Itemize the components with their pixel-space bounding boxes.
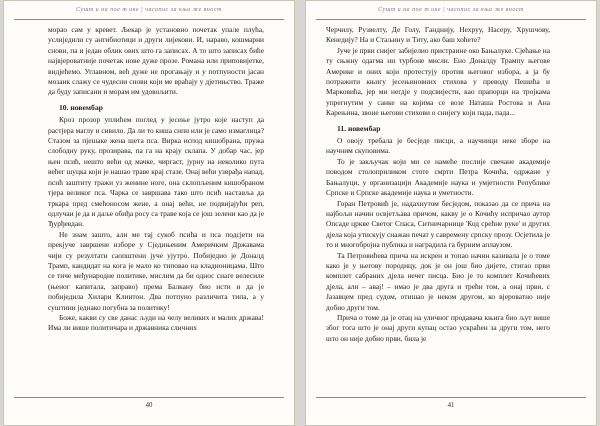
header-rule <box>14 19 284 20</box>
page-number: 41 <box>447 402 455 409</box>
running-header: Сушт и на пое т ике | часопис за књи же вност <box>378 7 524 13</box>
paragraph: морао сам у кревет. Љекар је установио почетак упале плућа, услиједили су антибиотици и други лијекови. И, нараво, кошмарни снови, па и један облик ових што га записах. А то што записах биће највјероватније почетак нове дуже прозе. Романа или приповијетке, видјећемо. Углавном, већ дуже не прогањају и у потпуности јасан мозаик слажу се чудесни снови који ме враћају у дјетињство. Траже да буду записани и морам им удовољити. <box>48 25 264 97</box>
page-number: 40 <box>145 402 153 409</box>
paragraph: Горан Петровић је, надахнутом бесједом, показао да се прича на најбољи начин освјетљава причом, какву је о Кочићу испричао аутор Опсаде цркве Светог Спаса, Ситничарнице 'Код срећне руке' и других дјела која утискују снажан печат у савремену српску прозу. Осјетила је то и многобројна публика и наградила га бурним аплаузом. <box>326 198 550 250</box>
right-page-text <box>326 25 550 344</box>
section-heading: 10. новембар <box>59 102 103 112</box>
footer-rule <box>14 397 284 398</box>
section-heading: 11. новембар <box>337 123 381 133</box>
paragraph: Боже, какви су све данас људи на челу великих и малих држава! Има ли више политичара и државника сличних <box>48 312 264 333</box>
paragraph: Черчилу, Рузвелту, Де Голу, Ганднију, Нехруу, Насеру, Хрушчову, Кенедију? На и Стаљину и Титу, ако баш хоћете? <box>326 25 550 45</box>
paragraph: Кроз прозор уплићем поглед у јесење јутро које наступ да растјера маглу и сивило. Да ли то киша сипи или је само измаглица? Стазом за пјешаке жена шета пса. Вирка испод кишобрана, пружа слободну руку, прозирава, па га на крају склапа. У добар час, јер њен псић, нешто већи од мачке, чиргаст, јурну на неколико пута већег шуцка који је нашао траве крај стазе. Онај већи узврађа напад, псић заштиту тражи уз женине ноге, она склопљеним кишобраном тјера великог пса. Чарка се завршава тако што псић настављa да тркара пред смећоносом жене, а онај већи, не подвијајући реп, одлучаи је да и даље обиђа росу са траве која се још зелени као да је Ђурђевдан. <box>48 115 264 229</box>
left-page <box>3 0 295 426</box>
header-rule <box>316 19 586 20</box>
paragraph: Прича о томе да је отац на уличног продавача књига био љут више због тога што је онај други купац остао ускраћен за други том, него што он није добио први, била је <box>326 312 550 343</box>
paragraph: Јуче је први снијег забијелио пристраине око Бањалуке. Сјећање на ту сњжну одагма ни турбоне мисли. Ено Доналду Трампу његове Америке и оних који протестују против његовог избора, а ја бу потражити књигу јесењиновних стихова у преводу Пешића и Марковића, јер ми негдје у подсвијести, као прапорци на тројкама упрегнутим у санке на којима се возе Наташа Ростова и Ана Карењина, звоне његови стихови о снијегу који пада, пада... <box>326 45 550 118</box>
right-page <box>305 0 597 426</box>
paragraph: Та Петровићева прича на искрен и топао начин казивала је о томе како је у његову породицу, док је он још био дијете, стигао први комплет сабраних дјела нечег писца. Био је то комплет Кочићевих дјела, али – авај! – имао је два друга и трећи том, а онај први, с Јазавцем пред судом, отишао је неком другом, ко вјероватно није добио други том. <box>326 250 550 312</box>
footer-rule <box>316 397 586 398</box>
left-page-text <box>48 25 264 334</box>
running-header: Сушт и на пое т ике | часопис за књи же вност <box>76 7 222 13</box>
paragraph: То је закључак који ми се намеће послије свечане академије поводом столоприликом стоте смрти Петра Кочића, одржане у Бањалуци, у организацији Академије наука и умјетности Републике Српске и Српске академије наука и уметности. <box>326 156 550 198</box>
paragraph: Не знам зашто, али ме тај сукоб псића и пса подсјети на прекјуче завршене изборе у Сједињеним Америчким Државама чији су резултати саопштени јуче ујутро. Побиједио је Доналд Трамп, кандидат на кога је мало ко типовао на кладионицама. Што се тиче међународне политике, мислим да би однос снаге велесиле (њеног капитала, заправо) према Балкану био исти и да је побиједила Хилари Клинтон. Два потпуно различита типа, а у суштини једнако погубна за политику! <box>48 229 264 312</box>
paragraph: О овоју требала је бесједе писци, а научници неке зборе на научним скуповима. <box>326 136 550 156</box>
